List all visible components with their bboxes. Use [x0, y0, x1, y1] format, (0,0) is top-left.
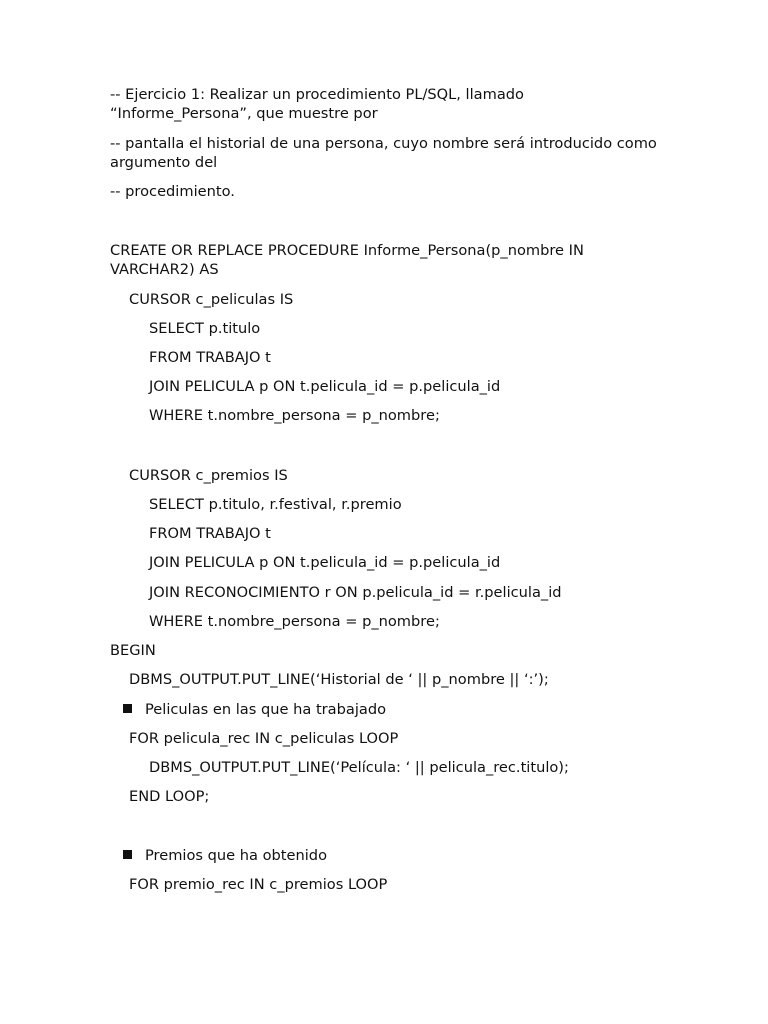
for-premio-loop: FOR premio_rec IN c_premios LOOP	[129, 876, 388, 893]
comment-line-1: -- Ejercicio 1: Realizar un procedimiento PL/SQL, llamado “Informe_Persona”, que muestre por	[110, 86, 524, 122]
bullet-item-peliculas	[123, 700, 386, 719]
bullet-text-premios: Premios que ha obtenido	[145, 847, 327, 864]
cursor-premios-where: WHERE t.nombre_persona = p_nombre;	[149, 613, 440, 630]
bullet-text-peliculas: Peliculas en las que ha trabajado	[145, 701, 387, 718]
cursor-premios-select: SELECT p.titulo, r.festival, r.premio	[149, 496, 402, 513]
cursor-peliculas-where: WHERE t.nombre_persona = p_nombre;	[149, 407, 440, 424]
put-line-pelicula: DBMS_OUTPUT.PUT_LINE(‘Película: ‘ || pelicula_rec.titulo);	[149, 759, 569, 776]
cursor-peliculas-join: JOIN PELICULA p ON t.pelicula_id = p.pelicula_id	[149, 378, 501, 395]
cursor-peliculas-decl: CURSOR c_peliculas IS	[129, 291, 294, 308]
cursor-peliculas-from: FROM TRABAJO t	[149, 349, 271, 366]
cursor-peliculas-select: SELECT p.titulo	[149, 320, 261, 337]
cursor-premios-from: FROM TRABAJO t	[149, 525, 271, 542]
begin-line: BEGIN	[110, 642, 156, 659]
end-loop-line: END LOOP;	[129, 788, 210, 805]
cursor-premios-join-reconocimiento: JOIN RECONOCIMIENTO r ON p.pelicula_id = r.pelicula_id	[149, 584, 562, 601]
for-pelicula-loop: FOR pelicula_rec IN c_peliculas LOOP	[129, 730, 399, 747]
square-bullet-icon	[123, 850, 132, 859]
comment-line-2: -- pantalla el historial de una persona, cuyo nombre será introducido como argumento del	[110, 135, 657, 171]
square-bullet-icon	[123, 704, 132, 713]
comment-line-3: -- procedimiento.	[110, 183, 235, 200]
create-procedure-line: CREATE OR REPLACE PROCEDURE Informe_Persona(p_nombre IN VARCHAR2) AS	[110, 242, 584, 278]
put-line-historial: DBMS_OUTPUT.PUT_LINE(‘Historial de ‘ || p_nombre || ‘:’);	[129, 671, 549, 688]
cursor-premios-join-pelicula: JOIN PELICULA p ON t.pelicula_id = p.pelicula_id	[149, 554, 501, 571]
bullet-item-premios	[123, 846, 327, 865]
cursor-premios-decl: CURSOR c_premios IS	[129, 467, 288, 484]
